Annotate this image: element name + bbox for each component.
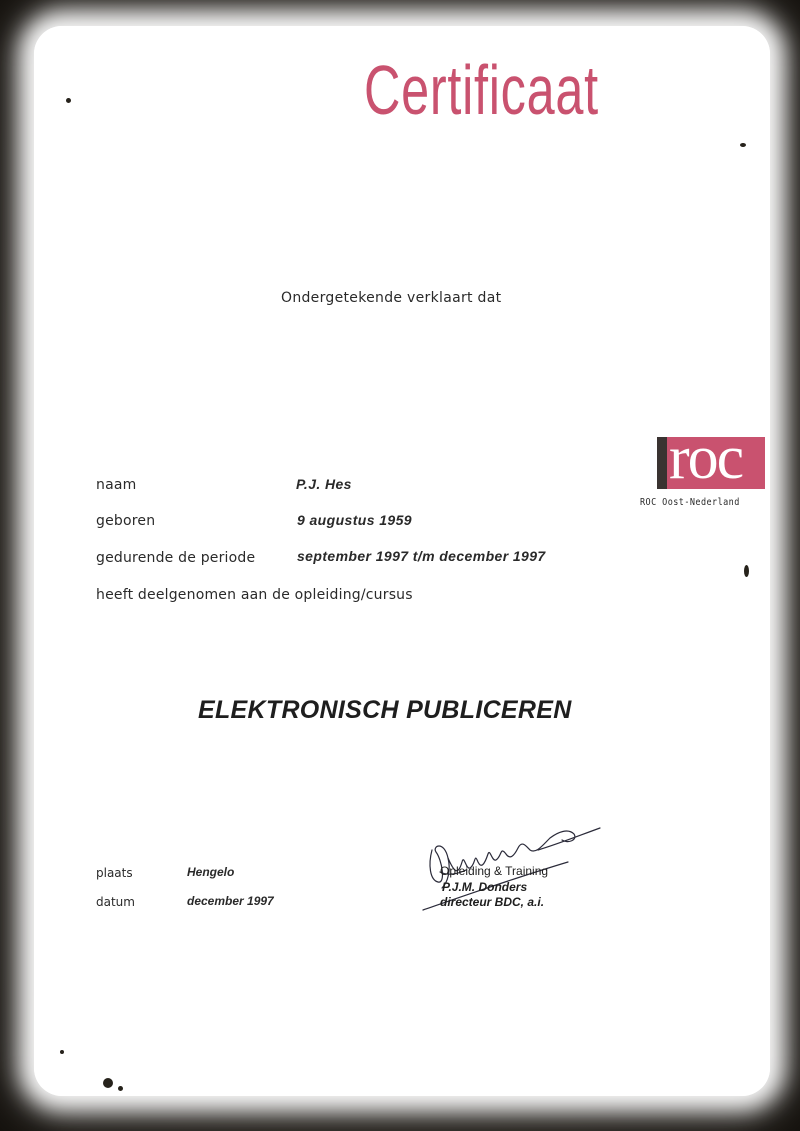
participation-statement: heeft deelgenomen aan de opleiding/cursus [96,587,413,603]
intro-statement: Ondergetekende verklaart dat [281,290,502,306]
name-label: naam [96,477,137,493]
date-value: december 1997 [187,894,274,908]
period-label: gedurende de periode [96,550,256,566]
frame-speck [103,1078,113,1088]
name-value: P.J. Hes [296,476,352,492]
date-label: datum [96,895,135,909]
roc-logo-block [667,437,765,489]
roc-logo-subtitle: ROC Oost-Nederland [640,497,740,508]
roc-logo [657,437,765,489]
frame-speck [60,1050,64,1054]
certificate-title: Certificaat [364,51,599,129]
place-value: Hengelo [187,865,235,879]
place-label: plaats [96,866,133,880]
signatory-name: P.J.M. Donders [442,880,528,894]
frame-speck [744,565,749,577]
birthdate-label: geboren [96,513,156,529]
frame-speck [66,98,71,103]
roc-logo-dark-bar [657,437,667,489]
course-title: ELEKTRONISCH PUBLICEREN [198,696,572,724]
roc-logo-wordmark: roc [669,437,743,489]
period-value: september 1997 t/m december 1997 [297,548,546,564]
frame-speck [118,1086,123,1091]
birthdate-value: 9 augustus 1959 [297,512,412,528]
signatory-role: directeur BDC, a.i. [440,895,545,909]
signatory-department: Opleiding & Training [440,864,549,878]
frame-speck [740,143,746,147]
